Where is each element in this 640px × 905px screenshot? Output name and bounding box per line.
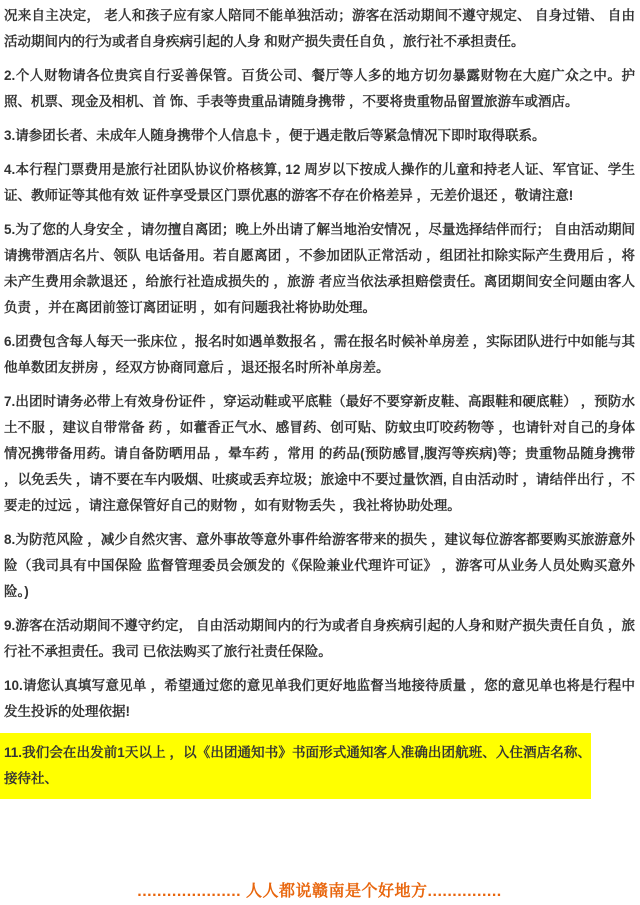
paragraph-10: 10.请您认真填写意见单 ，希望通过您的意见单我们更好地监督当地接待质量 ，您的意见单也将是行程中发生投诉的处理依据! <box>4 678 635 719</box>
paragraph-4: 4.本行程门票费用是旅行社团队协议价格核算, 12 周岁以下按成人操作的儿童和持老人证、军官证、学生证、教师证等其他有效 证件享受景区门票优惠的游客不存在价格差异 ，无差价退还 ，敬请注意! <box>4 162 635 203</box>
paragraph-11-highlighted: 11.我们会在出发前1天以上 ，以《出团通知书》书面形式通知客人准确出团航班、入住酒店名称、接待社、 <box>0 733 591 799</box>
paragraph-2: 2.个人财物请各位贵宾自行妥善保管。百货公司、餐厅等人多的地方切勿暴露财物在大庭广众之中。护照、机票、现金及相机、首 饰、手表等贵重品请随身携带 ，不要将贵重物品留置旅游车或酒店。 <box>4 68 635 109</box>
paragraph-9: 9.游客在活动期间不遵守约定， 自由活动期间内的行为或者自身疾病引起的人身和财产损失责任自负 ，旅行社不承担责任。我司 已依法购买了旅行社责任保险。 <box>4 618 635 659</box>
paragraph-8: 8.为防范风险 ，减少自然灾害、意外事故等意外事件给游客带来的损失 ，建议每位游客都要购买旅游意外险（我司具有中国保险 监督管理委员会颁发的《保险兼业代理许可证》 ，游客可从业务人员处购买意外险。) <box>4 532 635 599</box>
paragraph-5: 5.为了您的人身安全 ，请勿擅自离团；晚上外出请了解当地治安情况 ，尽量选择结伴而行； 自由活动期间请携带酒店名片、领队 电话备用。若自愿离团 ，不参加团队正常活动 ，组团社扣除实际产生费用后 ，将未产生费用余款退还 ，给旅行社造成损失的 ，旅游 者应当依法承担赔偿责任。离团期间安全问题由客人负责 ，并在离团前签订离团证明 ，如有问题我社将协助处理。 <box>4 222 635 315</box>
paragraph-3: 3.请参团长者、未成年人随身携带个人信息卡 ，便于遇走散后等紧急情况下即时取得联系。 <box>4 128 546 143</box>
paragraph-7: 7.出团时请务必带上有效身份证件 ，穿运动鞋或平底鞋（最好不要穿新皮鞋、高跟鞋和硬底鞋） ，预防水土不服 ，建议自带常备 药 ，如藿香正气水、感冒药、创可贴、防蚊虫叮咬药物等 ，也请针对自己的身体情况携带备用药。请自备防晒用品 ，晕车药 ，常用 的药品(预防感冒,腹泻等疾病)等；贵重物品随身携带 ，以免丢失 ，请不要在车内吸烟、吐痰或丢弃垃圾；旅途中不要过量饮酒, 自由活动时 ，请结伴出行 ，不要走的过远 ，请注意保管好自己的财物 ，如有财物丢失 ，我社将协助处理。 <box>4 394 635 513</box>
paragraph-1-continuation: 况来自主决定， 老人和孩子应有家人陪同不能单独活动；游客在活动期间不遵守规定、 自身过错、 自由活动期间内的行为或者自身疾病引起的人身 和财产损失责任自负 ，旅行社不承担责任。 <box>4 8 635 49</box>
footer-slogan: ..................... 人人都说赣南是个好地方............... <box>137 883 502 900</box>
paragraph-6: 6.团费包含每人每天一张床位 ，报名时如遇单数报名 ，需在报名时候补单房差 ，实际团队进行中如能与其他单数团友拼房 ，经双方协商同意后 ，退还报名时所补单房差。 <box>4 334 635 375</box>
